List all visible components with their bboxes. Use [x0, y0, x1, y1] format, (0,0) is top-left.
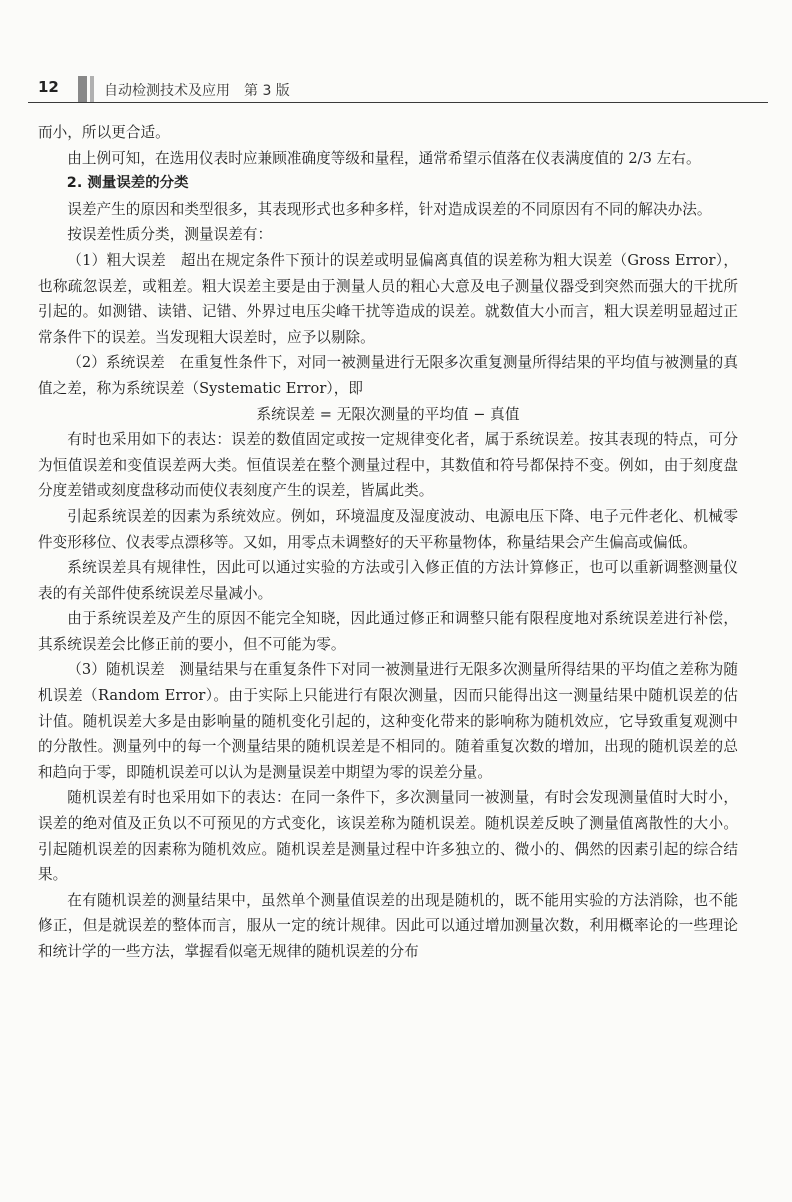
paragraph-gross-error: （1）粗大误差 超出在规定条件下预计的误差或明显偏离真值的误差称为粗大误差（Gross Error），也称疏忽误差，或粗差。粗大误差主要是由于测量人员的粗心大意及电子测量仪器受到突然而强大的干扰所引起的。如测错、读错、记错、外界过电压尖峰干扰等造成的误差。就数值大小而言，粗大误差明显超过正常条件下的误差。当发现粗大误差时，应予以剔除。 — [38, 251, 738, 346]
paragraph: 在有随机误差的测量结果中，虽然单个测量值误差的出现是随机的，既不能用实验的方法消除，也不能修正，但是就误差的整体而言，服从一定的统计规律。因此可以通过增加测量次数，利用概率论的一些理论和统计学的一些方法，掌握看似毫无规律的随机误差的分布 — [38, 891, 738, 960]
paragraph-systematic-error: （2）系统误差 在重复性条件下，对同一被测量进行无限多次重复测量所得结果的平均值与被测量的真值之差，称为系统误差（Systematic Error），即 — [38, 354, 738, 397]
header-bar-decoration-thin — [90, 76, 94, 102]
formula-systematic-error: 系统误差 = 无限次测量的平均值 − 真值 — [256, 405, 520, 423]
page-header — [28, 76, 768, 103]
paragraph: 随机误差有时也采用如下的表达：在同一条件下，多次测量同一被测量，有时会发现测量值时大时小，误差的绝对值及正负以不可预见的方式变化，该误差称为随机误差。随机误差反映了测量值离散性的大小。引起随机误差的因素称为随机效应。随机误差是测量过程中许多独立的、微小的、偶然的因素引起的综合结果。 — [38, 789, 738, 884]
paragraph: 由于系统误差及产生的原因不能完全知晓，因此通过修正和调整只能有限程度地对系统误差进行补偿，其系统误差会比修正前的要小，但不可能为零。 — [38, 610, 738, 653]
paragraph: 由上例可知，在选用仪表时应兼顾准确度等级和量程，通常希望示值落在仪表满度值的 2/3 左右。 — [67, 149, 701, 167]
paragraph-continuation: 而小，所以更合适。 — [38, 124, 170, 141]
paragraph-random-error: （3）随机误差 测量结果与在重复条件下对同一被测量进行无限多次测量所得结果的平均值之差称为随机误差（Random Error）。由于实际上只能进行有限次测量，因而只能得出这一测量结果中随机误差的估计值。随机误差大多是由影响量的随机变化引起的，这种变化带来的影响称为随机效应，它导致重复观测中的分散性。测量列中的每一个测量结果的随机误差是不相同的。随着重复次数的增加，出现的随机误差的总和趋向于零，即随机误差可以认为是测量误差中期望为零的误差分量。 — [38, 661, 738, 781]
paragraph: 引起系统误差的因素为系统效应。例如，环境温度及湿度波动、电源电压下降、电子元件老化、机械零件变形移位、仪表零点漂移等。又如，用零点未调整好的天平称量物体，称量结果会产生偏高或偏低。 — [38, 507, 738, 551]
page-body — [38, 120, 738, 965]
paragraph: 有时也采用如下的表达：误差的数值固定或按一定规律变化者，属于系统误差。按其表现的特点，可分为恒值误差和变值误差两大类。恒值误差在整个测量过程中，其数值和符号都保持不变。例如，由于刻度盘分度差错或刻度盘移动而使仪表刻度产生的误差，皆属此类。 — [38, 431, 738, 500]
section-heading: 2. 测量误差的分类 — [66, 175, 189, 192]
page-number: 12 — [38, 78, 59, 96]
paragraph: 误差产生的原因和类型很多，其表现形式也多种多样，针对造成误差的不同原因有不同的解决办法。 — [67, 200, 712, 218]
paragraph: 按误差性质分类，测量误差有： — [67, 226, 273, 244]
book-title: 自动检测技术及应用 第 3 版 — [104, 83, 290, 99]
paragraph: 系统误差具有规律性，因此可以通过实验的方法或引入修正值的方法计算修正，也可以重新调整测量仪表的有关部件使系统误差尽量减小。 — [38, 559, 738, 602]
header-bar-decoration — [78, 76, 87, 102]
